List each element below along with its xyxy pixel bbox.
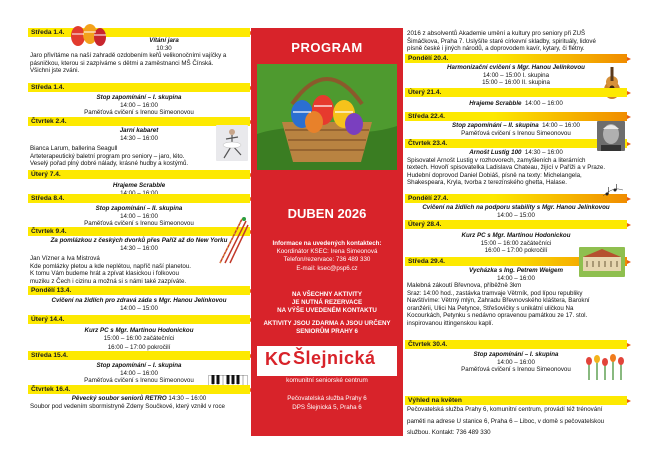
event-desc-2: Arteterapeutický baletní program pro seniory – jaro, léto. — [30, 152, 185, 160]
music-notes-icon — [601, 184, 625, 198]
event-desc-1: Malebná zákoutí Břevnova, příběžně 3km — [407, 282, 522, 290]
event-desc-5: Kocourkách, Petynku s nedávno opravenou památkou ze 17. stol. — [407, 312, 588, 320]
event-pomlazka — [28, 227, 250, 286]
event-day: Úterý 14.4. — [28, 315, 250, 324]
event-desc-1: Jaro přivítáme na naší zahradě ozdobením keřů velikonočními vajíčky a — [30, 52, 227, 60]
free-line-1: AKTIVITY JSOU ZDARMA A JSOU URČENY — [263, 320, 391, 328]
outlook-heading: Výhled na květen — [405, 396, 627, 405]
event-time-1: 14:00 – 15:00 I. skupina — [482, 71, 550, 79]
event-day: Čtvrtek 2.4. — [28, 117, 250, 126]
event-time: 14:00 – 15:00 — [120, 304, 158, 312]
event-day: Čtvrtek 30.4. — [405, 340, 627, 349]
logo-mark: KC — [265, 349, 291, 370]
event-title: Jarní kabaret — [119, 127, 159, 134]
event-time: 10:30 — [156, 44, 172, 52]
event-day: Čtvrtek 23.4. — [405, 139, 627, 148]
reservation-note — [251, 291, 403, 315]
event-harmonizacni — [405, 54, 627, 88]
event-title: Arnošt Lustig 100 — [469, 149, 522, 156]
event-title: Hrajeme Scrabble — [469, 100, 522, 107]
centre-logo — [257, 346, 397, 376]
event-time: 14:30 – 16:00 — [120, 134, 158, 142]
event-desc-2: Sraz: 14:00 hod., zastávka tramvaje Větrník, pod lípou republiky — [407, 289, 583, 297]
event-time: 14:30 – 16:00 — [168, 395, 207, 402]
event-day: Středa 1.4. — [28, 83, 250, 92]
easter-eggs-image — [68, 20, 108, 48]
ballerina-image — [216, 125, 248, 161]
event-title: Cvičení na židlích na podporu stability s Mgr. Hanou Jelínkovou — [422, 204, 610, 211]
free-note — [251, 320, 403, 336]
event-kurz-pc — [28, 315, 250, 351]
event-day: Pondělí 20.4. — [405, 54, 627, 63]
retro-desc-1: 2016 z absolventů Akademie umění a kultury pro seniory při ZUŠ — [407, 30, 586, 37]
retro-desc-2: Šimáčkova, Praha 7. Uslyšíte staré církevní skladby, spirituály, lidové — [407, 37, 596, 45]
event-desc-3: Hudební doprovod Daniel Dobiáš, písně na texty: Michelangela, — [407, 171, 582, 179]
event-title-line — [405, 100, 627, 108]
event-day: Úterý 21.4. — [405, 88, 627, 97]
event-time: 14:00 – 16:00 — [497, 358, 535, 366]
event-desc-4: oranžérii, Ulici Na Petynce, Střešovičky s unikátní uličkou Na — [407, 304, 574, 312]
retro-desc-3: písně české i jiných národů, a doprovodem kavír, kytary, či flétny. — [407, 45, 585, 53]
event-desc-1: Bianca Larum, ballerina Seagull — [30, 145, 118, 153]
contact-info — [251, 240, 403, 273]
event-time: 14:00 – 15:00 — [497, 211, 535, 219]
event-title: Vítání jara — [149, 37, 179, 44]
easter-basket-photo — [257, 64, 397, 170]
outlook-line-2: paměti na adrese U stanice 6, Praha 6 – Liboc, v domě s pečovatelskou — [407, 417, 605, 425]
event-title-line — [405, 149, 627, 157]
contact-email: E-mail: ksec@psp6.cz — [296, 264, 358, 272]
event-stabilita — [405, 194, 627, 220]
event-line: Paměťová cvičení s Irenou Simeonovou — [461, 129, 571, 137]
retro-continued — [405, 30, 627, 54]
contact-coordinator: Koordinátor KSEC: Irena Simeonová — [276, 248, 378, 256]
event-title: Za pomlázkou z českých dvorků přes Paříž až do New Yorku — [50, 237, 228, 244]
event-stop-zapominani-4 — [405, 112, 627, 139]
address — [251, 395, 403, 412]
reservation-line-1: NA VŠECHNY AKTIVITY — [292, 291, 362, 299]
event-title: Harmonizační cvičení s Mgr. Hanou Jelínkovou — [447, 64, 585, 71]
tulips-image — [583, 352, 625, 380]
event-day: Středa 8.4. — [28, 194, 250, 203]
event-title-line — [28, 395, 250, 403]
event-time-2: 15:00 – 16:00 II. skupina — [482, 79, 550, 87]
center-panel — [251, 28, 403, 436]
event-day: Pondělí 13.4. — [28, 286, 250, 295]
pomlazka-image — [216, 215, 250, 265]
event-lustig — [405, 139, 627, 194]
event-desc-1: Jan Vízner a Iva Mistrová — [30, 255, 100, 263]
event-time-2: 16:00 – 17:00 pokročilí — [484, 247, 548, 255]
event-title-line — [405, 122, 627, 130]
event-title: Vycházka s Ing. Petrem Weigem — [469, 267, 563, 274]
event-desc-6: inspirovanou ittingenskou kaplí. — [407, 319, 494, 327]
event-desc: Soubor pod vedením sbormistryně Zdeny Součkové, který vznikl v roce — [30, 402, 225, 410]
event-line: Paměťová cvičení s Irenou Simeonovou — [461, 366, 571, 374]
event-desc-2: pásničkou, kterou si zazpíváme s dětmi a zaměstnanci MŠ Čínská. — [30, 59, 214, 67]
event-stop-zapominani-3 — [28, 351, 250, 385]
event-title: Cvičení na židlích pro zdravá záda s Mgr. Hanou Jelínkovou — [51, 297, 227, 304]
event-day: Pondělí 27.4. — [405, 194, 627, 203]
event-day: Úterý 7.4. — [28, 170, 250, 179]
program-title: PROGRAM — [291, 40, 363, 55]
event-title: Hrajeme Scrabble — [112, 182, 166, 189]
event-time: 14:00 – 16:00 — [497, 274, 535, 282]
event-cviceni-zidle — [28, 286, 250, 315]
reservation-line-2: JE NUTNÁ REZERVACE — [291, 299, 363, 307]
outlook-line-1: Pečovatelská služba Prahy 6, komunitní centrum, provádí též trénování — [407, 406, 603, 413]
event-line: Paměťová cvičení s Irenou Simeonovou — [84, 220, 194, 228]
event-desc-2: Kde pomlázky pletou a kde neplétou, napříč naší planetou. — [30, 262, 191, 270]
reservation-line-3: NA VÝŠE UVEDENÉM KONTAKTU — [277, 307, 377, 315]
outlook-line-3: službou. Kontakt: 736 489 330 — [407, 429, 491, 437]
event-desc-3: K tomu Vám budeme hrát a zpívat klasickou i folkovou — [30, 270, 179, 278]
easter-basket-icon — [257, 64, 397, 170]
logo-name: Šlejnická — [293, 348, 376, 369]
event-time: 14:00 – 16:00 — [120, 369, 158, 377]
event-title: Pěvecký soubor seniorů RETRO — [71, 395, 167, 402]
event-day: Středa 1.4. — [28, 28, 250, 37]
event-title: Stop zapomínání – I. skupina — [96, 362, 182, 369]
event-day: Středa 15.4. — [28, 351, 250, 360]
event-vitani-jara — [28, 28, 250, 83]
event-retro — [28, 385, 250, 411]
event-title: Kurz PC s Mgr. Martinou Hodonickou — [84, 327, 194, 334]
event-title: Stop zapomínání – II. skupina — [95, 205, 183, 212]
event-time: 14:00 – 16:00 — [120, 101, 158, 109]
contact-heading: Informace na uvedených kontaktech: — [272, 239, 382, 247]
outlook-may — [405, 396, 627, 437]
event-day: Čtvrtek 9.4. — [28, 227, 250, 236]
right-column — [405, 30, 627, 437]
event-time: 14:00 – 16:00 — [542, 122, 580, 129]
logo-subtitle: komunitní seniorské centrum — [286, 377, 368, 385]
event-day: Úterý 28.4. — [405, 220, 627, 229]
free-line-2: SENIORŮM PRAHY 6 — [296, 328, 358, 336]
event-line: Paměťová cvičení s Irenou Simeonovou — [84, 377, 194, 385]
event-jarni-kabaret — [28, 117, 250, 170]
event-desc-3: Veselý pořad plný dobré nálady, krásné hudby a kostýmů. — [30, 160, 189, 168]
address-line-2: DPS Šlejnická 5, Praha 6 — [292, 403, 362, 411]
month-title: DUBEN 2026 — [287, 205, 367, 221]
event-stop-zapominani-1 — [28, 83, 250, 117]
event-desc-2: textech. Hovoří spisovatelka Ladislava Chateau, žijící v Paříži a v Praze. — [407, 164, 606, 172]
event-scrabble-2 — [405, 88, 627, 112]
event-vychazka — [405, 257, 627, 340]
event-time: 14:30 – 16:00 — [524, 149, 563, 156]
event-day: Čtvrtek 16.4. — [28, 385, 250, 394]
event-time: 14:30 – 16:00 — [120, 244, 158, 252]
event-time-1: 15:00 – 16:00 začátečníci — [103, 334, 175, 342]
event-day: Středa 22.4. — [405, 112, 627, 121]
event-day: Středa 29.4. — [405, 257, 627, 266]
event-desc-4: Shakespeara, Kryla, tvorba z terezínského ghetta, Halase. — [407, 179, 567, 187]
event-title: Stop zapomínání – I. skupina — [473, 351, 559, 358]
event-title: Kurz PC s Mgr. Martinou Hodonickou — [461, 232, 571, 239]
left-column — [28, 28, 250, 411]
event-time: 14:00 – 16:00 — [120, 212, 158, 220]
event-time-2: 16:00 – 17:00 pokročilí — [107, 344, 171, 352]
event-title: Stop zapomínání – II. skupina — [452, 122, 539, 129]
event-desc-4: muziku z Čech i cizinu a možná si s námi také zazpíváte. — [30, 277, 187, 285]
event-time-1: 15:00 – 16:00 začátečníci — [480, 239, 552, 247]
event-desc-1: Spisovatel Arnošt Lustig v rozhovorech, zamyšleních a literárních — [407, 156, 586, 164]
event-time: 14:00 – 16:00 — [524, 100, 563, 107]
contact-phone: Telefon/rezervace: 736 489 330 — [283, 256, 371, 264]
event-title: Stop zapomínání – I. skupina — [96, 94, 182, 101]
address-line-1: Pečovatelská služba Prahy 6 — [287, 395, 367, 403]
lustig-portrait-image — [597, 121, 625, 151]
event-desc-3: Všichni jste zváni. — [30, 67, 80, 75]
event-scrabble — [28, 170, 250, 194]
event-desc-3: Navštívíme: Větrný mlýn, Zahradu Břevnovského kláštera, Barokní — [407, 297, 590, 305]
event-stop-zapominani-5 — [405, 340, 627, 396]
event-line: Paměťová cvičení s Irenou Simeonovou — [84, 109, 194, 117]
monastery-photo — [579, 247, 625, 277]
